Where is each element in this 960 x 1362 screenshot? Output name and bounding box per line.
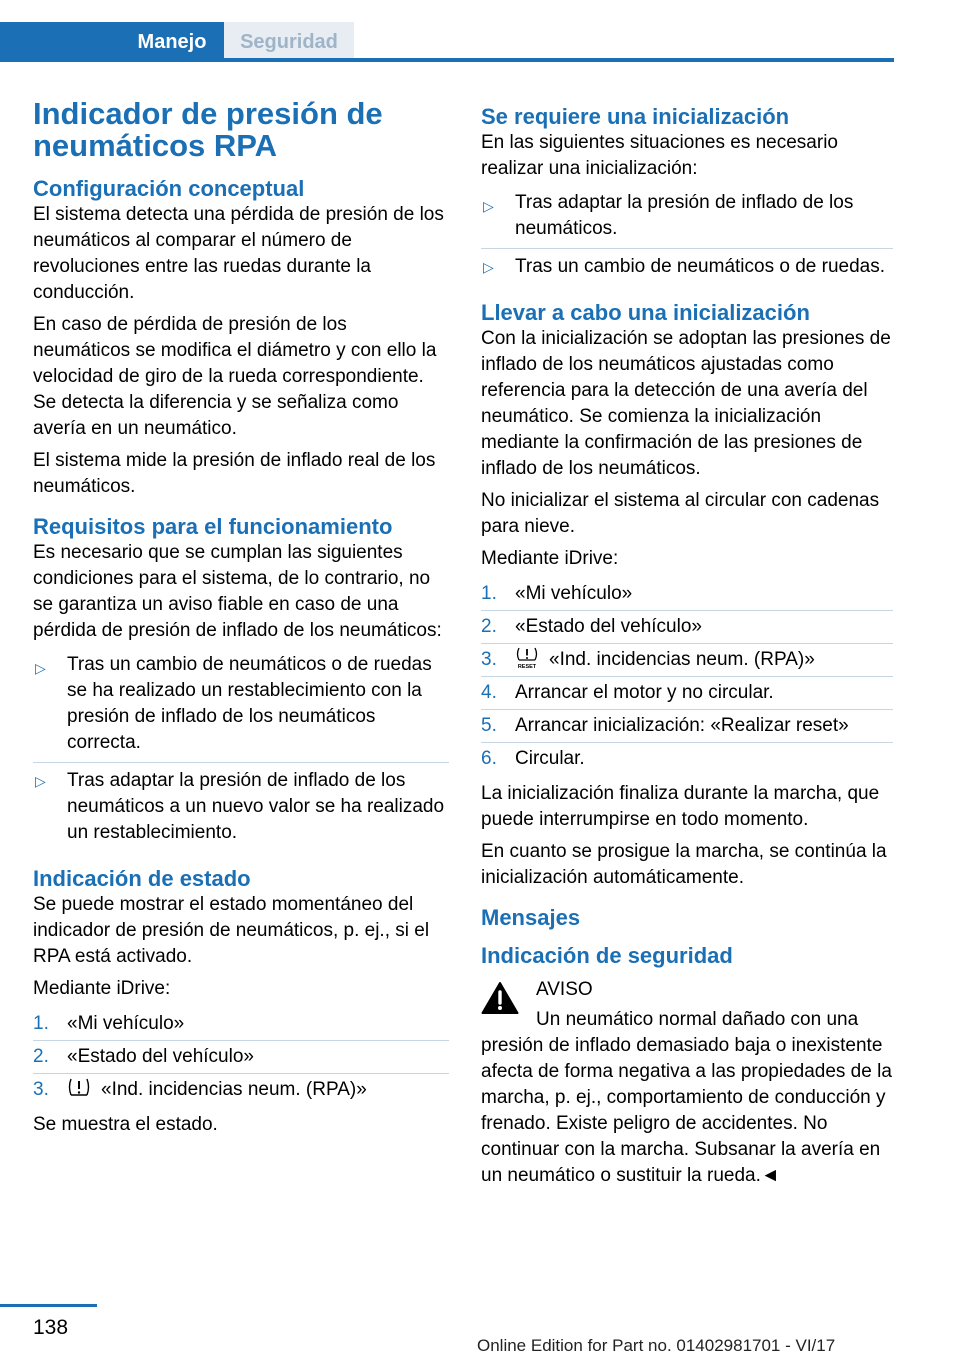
header-rule xyxy=(0,58,894,62)
step-number: 1. xyxy=(481,583,497,604)
edition-note: Online Edition for Part no. 01402981701 - VI/17 xyxy=(477,1336,836,1355)
list-item xyxy=(481,643,893,676)
list-item-text: Tras adaptar la presión de inflado de los neumáticos a un nuevo valor se ha realizado un restablecimiento. xyxy=(67,770,445,843)
requirements-list xyxy=(33,650,449,852)
safety-heading: Indicación de seguridad xyxy=(481,943,733,968)
init-required-heading: Se requiere una inicialización xyxy=(481,104,790,129)
init-perform-steps xyxy=(481,578,893,775)
list-item-text: Tras un cambio de neumáticos o de ruedas se ha realizado un restablecimiento con la presión de inflado de los neumáticos correcta. xyxy=(67,654,432,753)
warning-title: AVISO xyxy=(536,979,593,1000)
step-text: «Ind. incidencias neum. (RPA)» xyxy=(101,1079,367,1100)
status-result: Se muestra el estado. xyxy=(33,1114,218,1135)
list-item xyxy=(33,1073,449,1106)
list-item xyxy=(33,650,449,762)
step-text: «Mi vehículo» xyxy=(67,1013,185,1034)
left-column xyxy=(33,98,449,1144)
init-perform-via: Mediante iDrive: xyxy=(481,548,619,569)
step-number: 3. xyxy=(33,1079,49,1100)
tab-seguridad[interactable]: Seguridad xyxy=(224,22,354,58)
tire-pressure-icon xyxy=(67,1077,91,1099)
header-tab-blank xyxy=(0,22,120,62)
right-column xyxy=(481,98,893,1189)
list-item xyxy=(481,578,893,610)
step-text: Arrancar el motor y no circular. xyxy=(515,682,774,703)
tire-pressure-reset-icon xyxy=(515,647,539,669)
page-number: 138 xyxy=(33,1316,69,1339)
bullet-triangle-icon: ▷ xyxy=(483,259,494,275)
list-item-text: Tras un cambio de neumáticos o de ruedas. xyxy=(515,256,885,277)
warning-block xyxy=(481,977,893,1189)
list-item xyxy=(481,676,893,709)
reset-icon-label: RESET xyxy=(517,664,537,669)
list-item xyxy=(33,1008,449,1040)
list-item-text: Tras adaptar la presión de inflado de los neumáticos. xyxy=(515,192,854,239)
bullet-triangle-icon: ▷ xyxy=(35,660,46,676)
warning-triangle-icon xyxy=(481,981,519,1015)
concept-paragraph-3: El sistema mide la presión de inflado real de los neumáticos. xyxy=(33,450,436,497)
requirements-heading: Requisitos para el funcionamiento xyxy=(33,514,393,539)
init-perform-paragraph-2: No inicializar el sistema al circular con cadenas para nieve. xyxy=(481,490,880,537)
step-text: «Estado del vehículo» xyxy=(515,616,702,637)
step-text: «Ind. incidencias neum. (RPA)» xyxy=(549,649,815,670)
concept-heading: Configuración conceptual xyxy=(33,176,305,201)
messages-heading: Mensajes xyxy=(481,905,581,930)
page-title: Indicador de presión de neumáticos RPA xyxy=(33,96,383,163)
init-after-paragraph-1: La inicialización finaliza durante la marcha, que puede interrumpirse en todo momento. xyxy=(481,783,880,830)
init-perform-paragraph-1: Con la inicialización se adoptan las presiones de inflado de los neumáticos ajustadas como referencia para la detección de una avería del neumático. Se comienza la inicialización mediante la confirmación de las presiones de inflado de los neumáticos. xyxy=(481,328,891,479)
step-text: «Mi vehículo» xyxy=(515,583,633,604)
step-text: «Estado del vehículo» xyxy=(67,1046,254,1067)
step-number: 3. xyxy=(481,649,497,670)
step-number: 1. xyxy=(33,1013,49,1034)
step-number: 6. xyxy=(481,748,497,769)
bullet-triangle-icon: ▷ xyxy=(483,198,494,214)
list-item xyxy=(481,248,893,286)
init-required-intro: En las siguientes situaciones es necesario realizar una inicialización: xyxy=(481,132,838,179)
concept-paragraph-2: En caso de pérdida de presión de los neumáticos se modifica el diámetro y con ello la velocidad de giro de la rueda correspondiente. Se detecta la diferencia y se señaliza como avería en un neumático. xyxy=(33,314,437,439)
status-steps xyxy=(33,1008,449,1106)
list-item xyxy=(33,1040,449,1073)
init-required-list xyxy=(481,188,893,286)
list-item xyxy=(481,742,893,775)
step-number: 5. xyxy=(481,715,497,736)
status-heading: Indicación de estado xyxy=(33,866,251,891)
list-item xyxy=(481,709,893,742)
requirements-intro: Es necesario que se cumplan las siguientes condiciones para el sistema, de lo contrario, no se garantiza un aviso fiable en caso de una pérdida de presión de inflado de los neumáticos: xyxy=(33,542,442,641)
warning-text: Un neumático normal dañado con una presión de inflado demasiado baja o inexistente afecta de forma negativa a las propiedades de la marcha, p. ej., comportamiento de conducción y frenado. Existe peligro de accidentes. No continuar con la marcha. Subsanar la avería en un neumático o sustituir la rueda.◄ xyxy=(481,1009,892,1186)
bullet-triangle-icon: ▷ xyxy=(35,773,46,789)
list-item xyxy=(481,188,893,248)
step-number: 2. xyxy=(481,616,497,637)
status-via: Mediante iDrive: xyxy=(33,978,171,999)
page-header xyxy=(0,0,960,62)
step-number: 4. xyxy=(481,682,497,703)
tab-manejo[interactable]: Manejo xyxy=(120,22,224,62)
list-item xyxy=(481,610,893,643)
init-perform-heading: Llevar a cabo una inicialización xyxy=(481,300,810,325)
step-text: Arrancar inicialización: «Realizar reset» xyxy=(515,715,849,736)
list-item xyxy=(33,762,449,852)
step-text: Circular. xyxy=(515,748,585,769)
init-after-paragraph-2: En cuanto se prosigue la marcha, se continúa la inicialización automáticamente. xyxy=(481,841,887,888)
step-number: 2. xyxy=(33,1046,49,1067)
status-intro: Se puede mostrar el estado momentáneo del indicador de presión de neumáticos, p. ej., si el RPA está activado. xyxy=(33,894,430,967)
footer-rule xyxy=(0,1304,97,1307)
concept-paragraph-1: El sistema detecta una pérdida de presión de los neumáticos al comparar el número de revoluciones entre las ruedas durante la conducción. xyxy=(33,204,444,303)
